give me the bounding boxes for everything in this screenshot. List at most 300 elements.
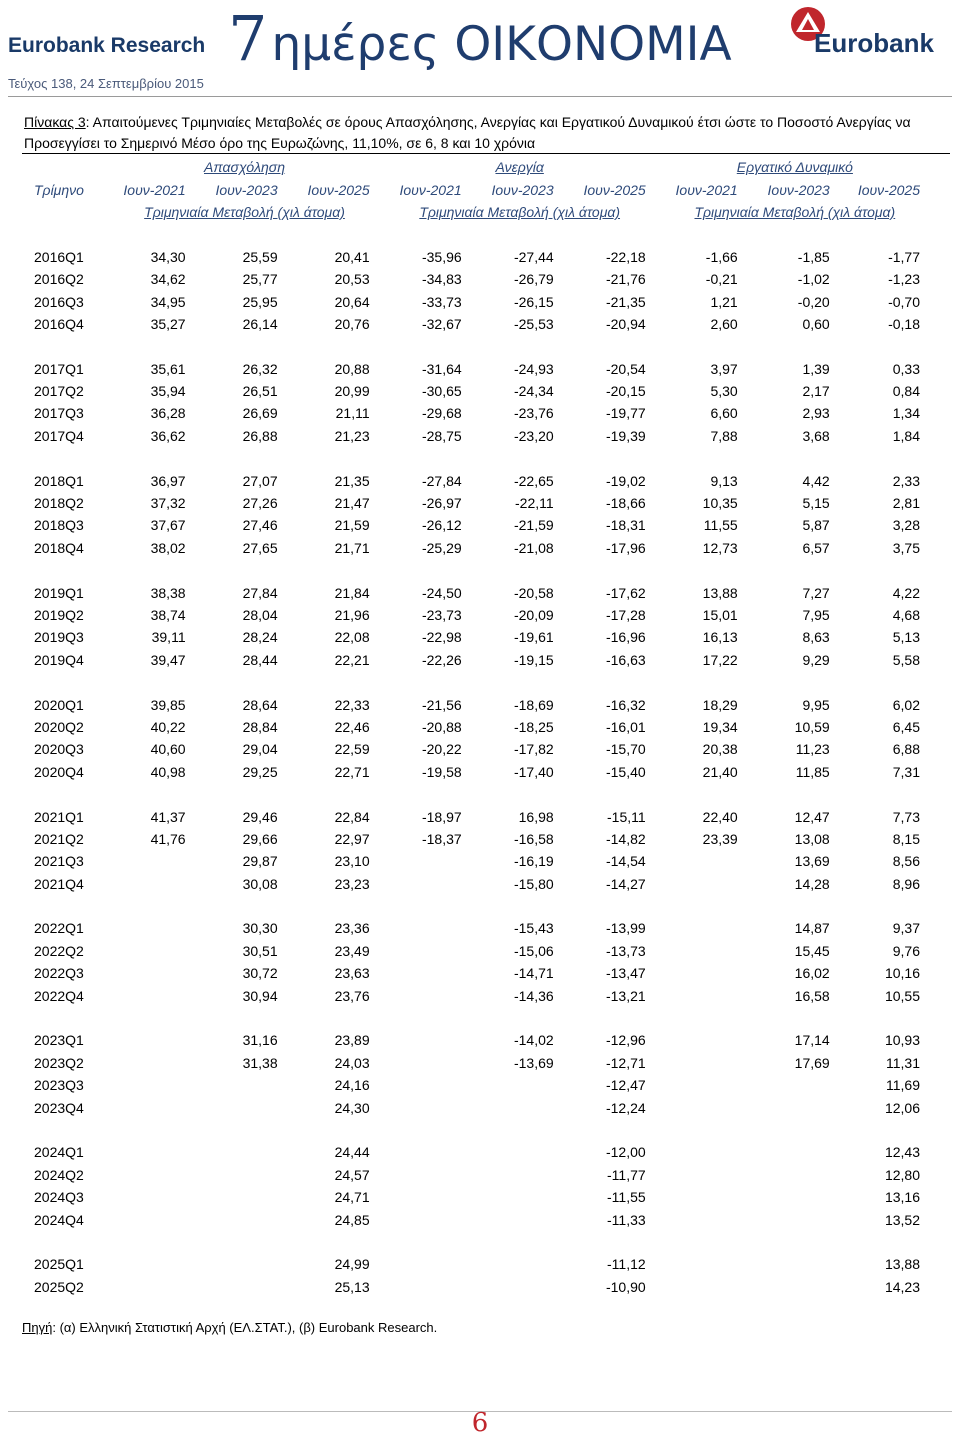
value-cell	[382, 1208, 474, 1230]
value-cell: 2,33	[892, 472, 920, 489]
value-cell: 7,31	[892, 763, 920, 780]
value-cell: 11,69	[886, 1077, 920, 1094]
value-cell	[750, 1208, 842, 1230]
page-header	[0, 0, 960, 100]
value-cell	[382, 1164, 474, 1186]
value-cell	[107, 984, 197, 1006]
value-cell	[474, 1208, 566, 1230]
value-cell	[658, 984, 750, 1006]
value-cell: 5,58	[892, 651, 920, 668]
value-cell: 22,59	[334, 741, 370, 758]
period-header: Ιουν-2021	[675, 181, 738, 198]
value-cell	[750, 1164, 842, 1186]
value-cell: 0,60	[802, 315, 830, 332]
value-cell: -16,63	[605, 651, 646, 668]
value-cell: 38,74	[150, 607, 186, 623]
value-cell: 22,84	[334, 808, 370, 825]
value-cell: 39,85	[150, 696, 186, 713]
value-cell	[107, 1276, 197, 1298]
quarter-cell: 2019Q3	[34, 629, 84, 646]
value-cell: 11,55	[703, 517, 738, 534]
logo-text: Eurobank	[814, 28, 934, 58]
issue-info: Τεύχος 138, 24 Σεπτεμβρίου 2015	[8, 76, 204, 91]
value-cell: 23,39	[702, 830, 738, 847]
value-cell: -16,96	[605, 629, 646, 646]
table-row	[22, 1074, 932, 1096]
table-title	[24, 112, 944, 154]
table-row	[22, 873, 932, 895]
value-cell: -35,96	[421, 248, 462, 265]
value-cell	[107, 1186, 197, 1208]
table-row	[22, 1164, 932, 1186]
value-cell	[382, 1029, 474, 1051]
quarter-header: Τρίμηνο	[34, 181, 84, 198]
section-employment: Απασχόληση	[204, 159, 286, 176]
table-row	[22, 761, 932, 783]
period-header: Ιουν-2021	[123, 181, 186, 198]
value-cell: 21,47	[334, 495, 370, 512]
value-cell: -26,15	[513, 293, 554, 310]
value-cell: 5,13	[892, 629, 920, 646]
masthead	[228, 2, 732, 75]
source-label: Πηγή	[22, 1320, 53, 1335]
table-row	[22, 290, 932, 312]
value-cell: -21,76	[605, 271, 646, 288]
value-cell: 37,32	[150, 495, 186, 512]
value-cell: 24,30	[334, 1099, 370, 1116]
table-row	[22, 1096, 932, 1118]
quarter-cell: 2019Q1	[34, 584, 84, 601]
table-row	[22, 917, 932, 939]
value-cell: 20,99	[334, 383, 370, 400]
quarter-cell: 2023Q3	[34, 1077, 84, 1094]
value-cell: -11,12	[607, 1256, 646, 1273]
quarter-cell: 2019Q2	[34, 607, 84, 623]
value-cell	[750, 1141, 842, 1163]
value-cell: -12,47	[605, 1077, 646, 1094]
value-cell: -17,62	[605, 584, 646, 601]
value-cell: 13,88	[884, 1256, 920, 1273]
table-row	[22, 268, 932, 290]
value-cell: 10,16	[884, 965, 920, 982]
quarter-cell: 2024Q4	[34, 1211, 84, 1228]
table-row	[22, 492, 932, 514]
period-header: Ιουν-2025	[857, 181, 920, 198]
value-cell: 2,60	[710, 315, 738, 332]
value-cell	[658, 1052, 750, 1074]
value-cell: 24,16	[334, 1077, 370, 1094]
value-cell: 30,72	[242, 965, 278, 982]
value-cell	[658, 1208, 750, 1230]
value-cell: -21,08	[513, 539, 554, 556]
value-cell	[198, 1276, 290, 1298]
table-row	[22, 1253, 932, 1275]
value-cell: 8,56	[892, 853, 920, 870]
value-cell: -17,96	[605, 539, 646, 556]
value-cell: -16,58	[513, 830, 554, 847]
section-labour-force: Εργατικό Δυναμικό	[736, 159, 853, 176]
quarter-cell: 2023Q1	[34, 1032, 84, 1049]
value-cell: -20,94	[605, 315, 646, 332]
value-cell	[658, 940, 750, 962]
value-cell: 22,46	[334, 718, 370, 735]
value-cell: -13,21	[605, 987, 646, 1004]
quarter-cell: 2018Q1	[34, 472, 84, 489]
value-cell	[658, 917, 750, 939]
value-cell: -16,01	[605, 718, 646, 735]
value-cell: 36,97	[150, 472, 186, 489]
value-cell: -18,31	[605, 517, 646, 534]
value-cell: 13,16	[884, 1189, 920, 1206]
value-cell: 21,40	[702, 763, 738, 780]
quarter-cell: 2020Q1	[34, 696, 84, 713]
value-cell: -22,98	[421, 629, 462, 646]
value-cell	[658, 850, 750, 872]
value-cell	[750, 1253, 842, 1275]
value-cell: -12,96	[605, 1032, 646, 1049]
table-row	[22, 940, 932, 962]
quarter-cell: 2016Q4	[34, 315, 84, 332]
value-cell: -14,71	[513, 965, 554, 982]
value-cell	[382, 940, 474, 962]
table-row	[22, 1029, 932, 1051]
value-cell: -15,06	[513, 942, 554, 959]
value-cell: 30,51	[242, 942, 278, 959]
value-cell: -28,75	[421, 427, 462, 444]
value-cell: -10,90	[605, 1278, 646, 1295]
value-cell: 35,61	[150, 360, 186, 377]
quarter-cell: 2017Q2	[34, 383, 84, 400]
section-unemployment: Ανεργία	[495, 159, 544, 176]
value-cell: -18,66	[605, 495, 646, 512]
value-cell: 14,87	[794, 920, 830, 937]
value-cell: -18,37	[421, 830, 462, 847]
value-cell: 20,53	[334, 271, 370, 288]
value-cell: 9,13	[710, 472, 738, 489]
value-cell: 1,21	[710, 293, 738, 310]
quarter-cell: 2024Q2	[34, 1166, 84, 1183]
value-cell: -34,83	[421, 271, 462, 288]
header-rule	[8, 96, 952, 97]
quarter-cell: 2024Q1	[34, 1144, 84, 1161]
value-cell: 25,13	[334, 1278, 370, 1295]
value-cell: -17,40	[513, 763, 554, 780]
value-cell	[382, 962, 474, 984]
value-cell: 21,11	[335, 405, 370, 422]
quarter-cell: 2018Q3	[34, 517, 84, 534]
value-cell: -15,80	[513, 875, 554, 892]
value-cell: -22,65	[513, 472, 554, 489]
value-cell: 16,98	[518, 808, 554, 825]
value-cell: -30,65	[421, 383, 462, 400]
value-cell: 20,88	[334, 360, 370, 377]
value-cell: 27,46	[242, 517, 278, 534]
page-number: 6	[471, 1408, 489, 1438]
value-cell: -26,79	[513, 271, 554, 288]
value-cell	[750, 1186, 842, 1208]
value-cell	[750, 1096, 842, 1118]
value-cell: -26,12	[421, 517, 462, 534]
value-cell: -13,73	[605, 942, 646, 959]
value-cell: 21,59	[334, 517, 370, 534]
value-cell: -1,85	[797, 248, 830, 265]
value-cell: 20,41	[334, 248, 370, 265]
value-cell	[198, 1253, 290, 1275]
value-cell: 13,08	[794, 830, 830, 847]
value-cell: 10,93	[884, 1032, 920, 1049]
value-cell	[382, 1096, 474, 1118]
value-cell: 34,30	[150, 248, 186, 265]
value-cell: 35,27	[150, 315, 186, 332]
period-header: Ιουν-2025	[307, 181, 370, 198]
value-cell: 13,69	[794, 853, 830, 870]
value-cell: 34,95	[150, 293, 186, 310]
quarter-cell: 2016Q1	[34, 248, 84, 265]
value-cell: -31,64	[421, 360, 462, 377]
value-cell	[382, 1141, 474, 1163]
value-cell	[198, 1208, 290, 1230]
table-body	[22, 223, 932, 1298]
table-top-rule	[22, 153, 950, 154]
value-cell	[658, 1164, 750, 1186]
value-cell: 9,29	[802, 651, 830, 668]
value-cell: 7,73	[892, 808, 920, 825]
value-cell	[658, 873, 750, 895]
value-cell: 4,22	[892, 584, 920, 601]
value-cell	[107, 1074, 197, 1096]
value-cell: -1,77	[888, 248, 920, 265]
value-cell: -11,33	[607, 1211, 646, 1228]
value-cell: 26,32	[242, 360, 278, 377]
value-cell: 1,84	[892, 427, 920, 444]
value-cell: 7,27	[802, 584, 830, 601]
value-cell: 23,23	[334, 875, 370, 892]
quarter-cell: 2017Q4	[34, 427, 84, 444]
table-row	[22, 380, 932, 402]
period-header: Ιουν-2021	[399, 181, 462, 198]
value-cell: 17,69	[794, 1054, 830, 1071]
value-cell: -19,02	[605, 472, 646, 489]
period-header: Ιουν-2023	[215, 181, 278, 198]
value-cell	[658, 1029, 750, 1051]
value-cell	[382, 1074, 474, 1096]
value-cell: 10,55	[884, 987, 920, 1004]
value-cell: 28,24	[242, 629, 278, 646]
value-cell: 11,23	[795, 741, 830, 758]
table-row	[22, 358, 932, 380]
value-cell: 38,02	[150, 539, 186, 556]
value-cell	[750, 1074, 842, 1096]
value-cell	[107, 1141, 197, 1163]
table-row	[22, 962, 932, 984]
table-row	[22, 738, 932, 760]
value-cell	[198, 1096, 290, 1118]
value-cell: 3,75	[892, 539, 920, 556]
group-spacer	[22, 1231, 932, 1253]
value-cell: 27,26	[242, 495, 278, 512]
value-cell: 19,34	[702, 718, 738, 735]
value-cell: 6,57	[802, 539, 830, 556]
group-spacer	[22, 1007, 932, 1029]
value-cell: -14,82	[605, 830, 646, 847]
value-cell: -12,24	[605, 1099, 646, 1116]
value-cell: 15,01	[702, 607, 738, 623]
group-spacer	[22, 447, 932, 469]
value-cell: -19,77	[605, 405, 646, 422]
value-cell: 39,11	[151, 629, 186, 646]
value-cell	[107, 917, 197, 939]
value-cell: -12,71	[605, 1054, 646, 1071]
value-cell: -17,28	[605, 607, 646, 623]
table-row	[22, 693, 932, 715]
table-row	[22, 469, 932, 491]
value-cell: 16,58	[794, 987, 830, 1004]
value-cell: 17,14	[794, 1032, 830, 1049]
quarter-cell: 2022Q4	[34, 987, 84, 1004]
quarter-cell: 2025Q2	[34, 1278, 84, 1295]
value-cell: 39,47	[150, 651, 186, 668]
value-cell: 28,84	[242, 718, 278, 735]
value-cell: -33,73	[421, 293, 462, 310]
table-row	[22, 828, 932, 850]
table-row	[22, 514, 932, 536]
value-cell	[382, 1186, 474, 1208]
quarter-cell: 2021Q2	[34, 830, 84, 847]
value-cell: 21,71	[334, 539, 370, 556]
quarter-cell: 2021Q3	[34, 853, 84, 870]
quarter-cell: 2023Q4	[34, 1099, 84, 1116]
value-cell: -12,00	[605, 1144, 646, 1161]
value-cell: -0,20	[797, 293, 830, 310]
table-row	[22, 246, 932, 268]
value-cell	[382, 984, 474, 1006]
value-cell: 6,02	[892, 696, 920, 713]
quarter-cell: 2023Q2	[34, 1054, 84, 1071]
masthead-number: 7	[228, 2, 268, 75]
group-spacer	[22, 223, 932, 245]
quarter-cell: 2022Q2	[34, 942, 84, 959]
value-cell	[658, 962, 750, 984]
value-cell: 27,65	[242, 539, 278, 556]
value-cell: 34,62	[150, 271, 186, 288]
value-cell	[382, 1052, 474, 1074]
value-cell: 20,76	[334, 315, 370, 332]
value-cell: -20,15	[605, 383, 646, 400]
value-cell: 11,85	[795, 763, 830, 780]
value-cell: 30,94	[242, 987, 278, 1004]
value-cell: 2,81	[892, 495, 920, 512]
value-cell: 22,40	[702, 808, 738, 825]
value-cell: 29,66	[242, 830, 278, 847]
value-cell: 36,28	[150, 405, 186, 422]
value-cell: -21,56	[421, 696, 462, 713]
value-cell: -0,21	[705, 271, 738, 288]
value-cell: 40,60	[150, 741, 186, 758]
value-cell: 30,30	[242, 920, 278, 937]
value-cell: 4,42	[802, 472, 830, 489]
value-cell	[382, 1276, 474, 1298]
quarter-cell: 2020Q3	[34, 741, 84, 758]
group-spacer	[22, 783, 932, 805]
value-cell: 24,99	[334, 1256, 370, 1273]
value-cell: 41,37	[150, 808, 186, 825]
value-cell: -11,55	[607, 1189, 646, 1206]
data-table	[22, 156, 932, 1298]
table-row	[22, 425, 932, 447]
value-cell	[107, 1164, 197, 1186]
quarter-cell: 2020Q2	[34, 718, 84, 735]
value-cell: -22,11	[515, 495, 554, 512]
value-cell: -16,19	[513, 853, 554, 870]
value-cell: -22,18	[605, 248, 646, 265]
value-cell: 22,21	[334, 651, 370, 668]
value-cell	[658, 1141, 750, 1163]
value-cell: -23,76	[513, 405, 554, 422]
value-cell: 12,43	[884, 1144, 920, 1161]
value-cell: 21,96	[334, 607, 370, 623]
value-cell: 22,33	[334, 696, 370, 713]
value-cell: -18,97	[421, 808, 462, 825]
value-cell: 23,10	[334, 853, 370, 870]
value-cell: 20,38	[702, 741, 738, 758]
value-cell: -1,02	[797, 271, 830, 288]
table-row	[22, 537, 932, 559]
group-spacer	[22, 1119, 932, 1141]
value-cell: 0,84	[892, 383, 920, 400]
table-row	[22, 1208, 932, 1230]
group-spacer	[22, 335, 932, 357]
value-cell	[382, 1253, 474, 1275]
value-cell: -20,09	[513, 607, 554, 623]
value-cell: 23,89	[334, 1032, 370, 1049]
value-cell: 24,85	[334, 1211, 370, 1228]
table-row	[22, 850, 932, 872]
value-cell: -26,97	[421, 495, 462, 512]
table-row	[22, 604, 932, 626]
value-cell: -15,11	[607, 808, 646, 825]
value-cell	[198, 1186, 290, 1208]
value-cell: 26,51	[242, 383, 278, 400]
value-cell: 16,13	[702, 629, 738, 646]
value-cell: -1,66	[705, 248, 738, 265]
value-cell: 29,46	[242, 808, 278, 825]
table-row	[22, 1141, 932, 1163]
value-cell: 23,49	[334, 942, 370, 959]
value-cell	[382, 917, 474, 939]
quarter-cell: 2019Q4	[34, 651, 84, 668]
value-cell: 38,38	[150, 584, 186, 601]
value-cell: 16,02	[794, 965, 830, 982]
table-row	[22, 984, 932, 1006]
value-cell: 10,59	[794, 718, 830, 735]
value-cell	[107, 1096, 197, 1118]
value-cell: 22,97	[334, 830, 370, 847]
quarter-cell: 2021Q1	[34, 808, 84, 825]
value-cell: -27,84	[421, 472, 462, 489]
table-row	[22, 1276, 932, 1298]
value-cell: -19,61	[513, 629, 554, 646]
quarter-cell: 2024Q3	[34, 1189, 84, 1206]
value-cell: 29,25	[242, 763, 278, 780]
value-cell: 36,62	[150, 427, 186, 444]
value-cell: 8,15	[892, 830, 920, 847]
value-cell: 12,73	[702, 539, 738, 556]
quarter-cell: 2017Q3	[34, 405, 84, 422]
quarter-cell: 2022Q1	[34, 920, 84, 937]
value-cell: -23,20	[513, 427, 554, 444]
value-cell: -15,40	[605, 763, 646, 780]
source-note	[22, 1320, 437, 1335]
